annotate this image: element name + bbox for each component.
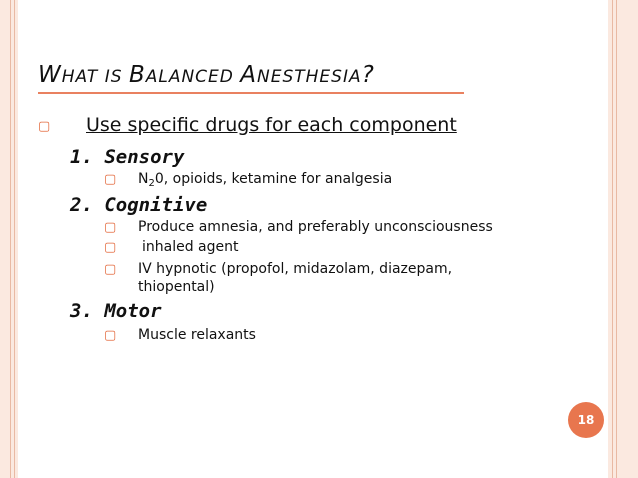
list-item: Muscle relaxants [138,327,256,343]
item-text: 0, opioids, ketamine for analgesia [154,171,393,187]
frame-rule-right [612,0,613,478]
square-bullet-icon: ▢ [104,328,117,343]
section-heading-sensory: 1. Sensory [70,146,185,168]
title-part: NESTHESIA [257,67,362,87]
frame-rule-left [10,0,11,478]
title-part: A [240,62,258,88]
title-part: B [128,62,146,88]
list-item [138,170,538,193]
title-part: HAT IS [61,67,129,87]
square-bullet-icon: ▢ [38,119,51,134]
list-item: IV hypnotic (propofol, midazolam, diazepam, thiopental) [138,261,453,295]
list-item: Produce amnesia, and preferably unconsciousness [138,219,493,235]
square-bullet-icon: ▢ [104,262,117,277]
square-bullet-icon: ▢ [104,172,117,187]
title-underline [38,92,464,94]
frame-rule-right-outer [616,0,617,478]
square-bullet-icon: ▢ [104,240,117,255]
item-subscript: 2 [148,178,155,189]
list-item: inhaled agent [142,239,239,255]
section-heading-cognitive: 2. Cognitive [70,194,208,216]
item-text: N [138,171,149,187]
title-part: ? [361,62,375,88]
frame-rule-left-inner [14,0,15,478]
level1-text: Use specific drugs for each component [86,114,457,136]
square-bullet-icon: ▢ [104,220,117,235]
title-part: W [38,62,62,88]
page-number-badge: 18 [568,402,604,438]
title-part: ALANCED [145,67,241,87]
slide-title [38,62,375,88]
section-heading-motor: 3. Motor [70,300,162,322]
